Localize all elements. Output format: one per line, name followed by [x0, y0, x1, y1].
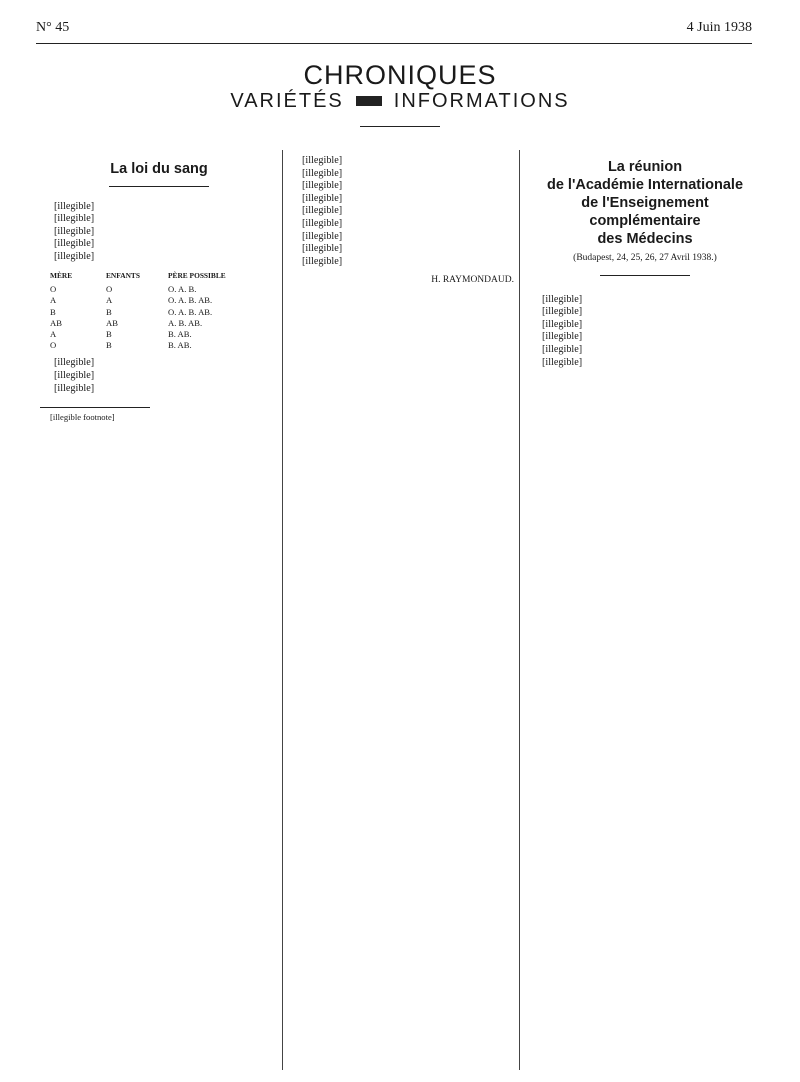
paragraph: [illegible]	[302, 243, 343, 255]
table-cell: B	[50, 306, 56, 317]
table-cell: A. B. AB.	[168, 317, 203, 328]
column-3	[528, 158, 762, 369]
table-header: MÈRE	[50, 270, 73, 280]
masthead-varietes: VARIÉTÉS	[230, 90, 344, 112]
article-title	[528, 158, 762, 248]
table-cell: O. A. B. AB.	[168, 295, 213, 306]
paragraph: [illegible]	[542, 306, 583, 318]
article-subtitle: (Budapest, 24, 25, 26, 27 Avril 1938.)	[573, 253, 717, 263]
paragraph: [illegible]	[54, 250, 95, 262]
paragraph: [illegible]	[54, 382, 95, 394]
paragraph: [illegible]	[302, 180, 343, 192]
paragraph: [illegible]	[54, 213, 95, 225]
column-divider	[519, 150, 520, 1070]
paragraph: [illegible]	[302, 255, 343, 267]
table-cell: B	[106, 328, 112, 339]
paragraph: [illegible]	[54, 369, 95, 381]
table-cell: A	[50, 295, 57, 306]
table-header: ENFANTS	[106, 270, 140, 280]
paragraph: [illegible]	[54, 200, 95, 212]
table-cell: AB	[50, 317, 62, 328]
column-2	[288, 155, 514, 287]
table-row	[50, 295, 230, 306]
table-row	[50, 329, 230, 340]
table-cell: O	[106, 284, 113, 295]
table-row	[50, 307, 230, 318]
table-cell: B	[106, 306, 112, 317]
paragraph: [illegible]	[54, 238, 95, 250]
table-row	[50, 318, 230, 329]
issue-date: 4 Juin 1938	[686, 20, 752, 35]
table-row	[50, 284, 230, 295]
article-title: La loi du sang	[110, 161, 208, 177]
table-header: PÈRE POSSIBLE	[168, 270, 226, 280]
paragraph: [illegible]	[302, 167, 343, 179]
table-cell: AB	[106, 317, 118, 328]
table-cell: A	[50, 328, 57, 339]
table-cell: A	[106, 295, 113, 306]
author-signature: H. RAYMONDAUD.	[431, 275, 514, 286]
table-cell: O	[50, 340, 57, 351]
title-rule	[600, 275, 690, 276]
title-line: de l'Académie Internationale	[546, 177, 744, 193]
footnote: [illegible footnote]	[50, 412, 115, 423]
paragraph: [illegible]	[542, 356, 583, 368]
paragraph: [illegible]	[542, 293, 583, 305]
table-row	[50, 340, 230, 351]
title-line: La réunion	[607, 159, 683, 175]
masthead-title: CHRONIQUES	[303, 60, 497, 90]
column-divider	[282, 150, 283, 1070]
masthead-subtitle	[0, 90, 800, 113]
ornament-icon	[354, 94, 384, 108]
table-cell: B	[106, 340, 112, 351]
table-cell: O. A. B. AB.	[168, 306, 213, 317]
paragraph: [illegible]	[302, 217, 343, 229]
table-cell: B. AB.	[168, 340, 192, 351]
issue-number: N° 45	[36, 20, 70, 35]
paragraph: [illegible]	[302, 205, 343, 217]
paragraph: [illegible]	[54, 225, 95, 237]
title-line: des Médecins	[597, 231, 693, 247]
paragraph: [illegible]	[542, 318, 583, 330]
paragraph: [illegible]	[302, 230, 343, 242]
header-rule	[36, 43, 752, 44]
table-cell: O. A. B.	[168, 284, 197, 295]
paragraph: [illegible]	[302, 155, 343, 166]
title-line: complémentaire	[589, 213, 701, 229]
column-1	[40, 155, 278, 423]
footnote-rule	[40, 407, 150, 408]
masthead-rule	[360, 126, 440, 127]
paragraph: [illegible]	[302, 192, 343, 204]
paragraph: [illegible]	[542, 331, 583, 343]
title-line: de l'Enseignement	[581, 195, 709, 211]
paragraph: [illegible]	[54, 357, 95, 369]
table-cell: B. AB.	[168, 328, 192, 339]
title-rule	[109, 186, 209, 187]
masthead-informations: INFORMATIONS	[393, 90, 570, 112]
blood-group-table	[50, 270, 230, 352]
paragraph: [illegible]	[542, 343, 583, 355]
table-cell: O	[50, 284, 57, 295]
